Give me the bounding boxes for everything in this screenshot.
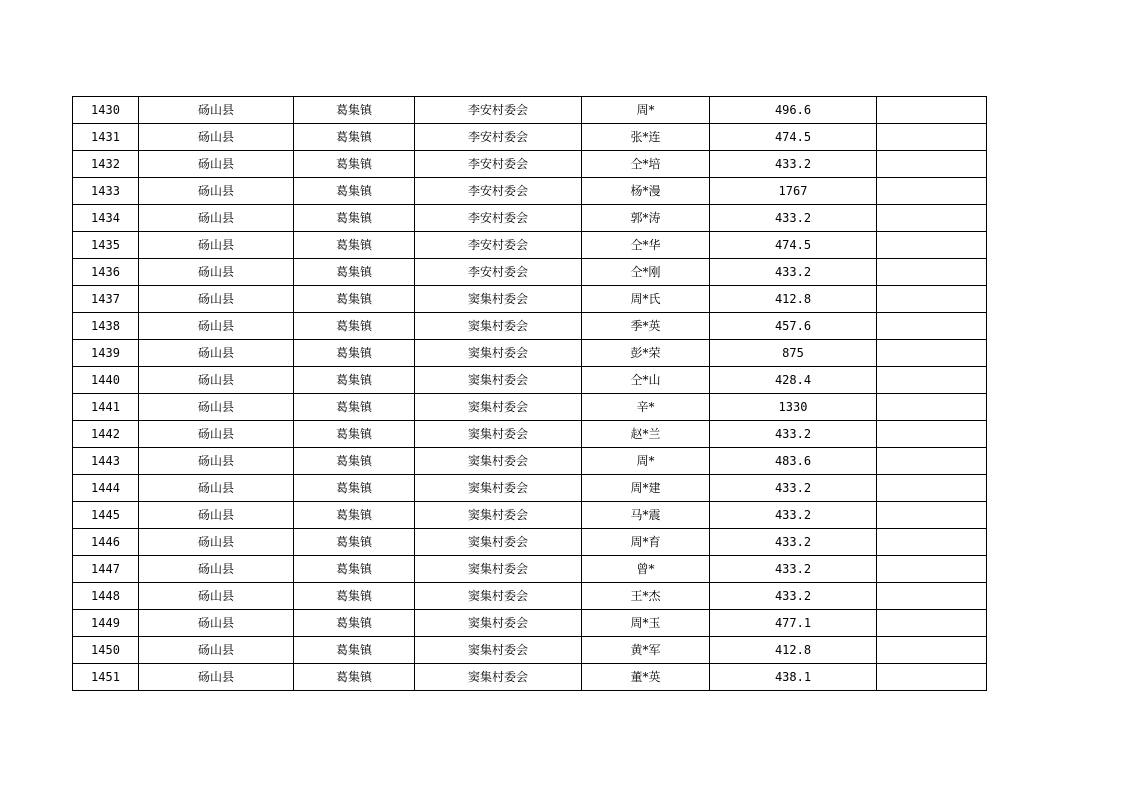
- cell-town: 葛集镇: [294, 124, 415, 151]
- cell-village-committee: 窦集村委会: [415, 637, 582, 664]
- cell-village-committee: 李安村委会: [415, 178, 582, 205]
- cell-person-name: 仝*刚: [582, 259, 710, 286]
- cell-serial-number: 1443: [73, 448, 139, 475]
- cell-county: 砀山县: [139, 340, 294, 367]
- cell-serial-number: 1436: [73, 259, 139, 286]
- cell-person-name: 辛*: [582, 394, 710, 421]
- cell-person-name: 仝*山: [582, 367, 710, 394]
- cell-village-committee: 窦集村委会: [415, 502, 582, 529]
- cell-person-name: 仝*华: [582, 232, 710, 259]
- cell-amount: 412.8: [710, 637, 877, 664]
- cell-serial-number: 1440: [73, 367, 139, 394]
- cell-town: 葛集镇: [294, 637, 415, 664]
- cell-county: 砀山县: [139, 394, 294, 421]
- cell-serial-number: 1433: [73, 178, 139, 205]
- cell-remark: [877, 583, 987, 610]
- cell-amount: 875: [710, 340, 877, 367]
- cell-county: 砀山县: [139, 475, 294, 502]
- cell-amount: 433.2: [710, 151, 877, 178]
- cell-serial-number: 1442: [73, 421, 139, 448]
- cell-amount: 433.2: [710, 583, 877, 610]
- cell-village-committee: 李安村委会: [415, 151, 582, 178]
- cell-serial-number: 1451: [73, 664, 139, 691]
- cell-village-committee: 窦集村委会: [415, 610, 582, 637]
- cell-village-committee: 窦集村委会: [415, 286, 582, 313]
- cell-amount: 433.2: [710, 529, 877, 556]
- cell-amount: 438.1: [710, 664, 877, 691]
- table-row: [73, 637, 987, 664]
- cell-amount: 474.5: [710, 124, 877, 151]
- cell-person-name: 周*育: [582, 529, 710, 556]
- cell-county: 砀山县: [139, 421, 294, 448]
- cell-town: 葛集镇: [294, 367, 415, 394]
- cell-county: 砀山县: [139, 610, 294, 637]
- cell-village-committee: 窦集村委会: [415, 421, 582, 448]
- cell-village-committee: 李安村委会: [415, 205, 582, 232]
- cell-person-name: 仝*培: [582, 151, 710, 178]
- cell-town: 葛集镇: [294, 259, 415, 286]
- cell-serial-number: 1437: [73, 286, 139, 313]
- table-row: [73, 286, 987, 313]
- cell-town: 葛集镇: [294, 664, 415, 691]
- cell-person-name: 季*英: [582, 313, 710, 340]
- cell-town: 葛集镇: [294, 529, 415, 556]
- cell-remark: [877, 232, 987, 259]
- cell-amount: 1330: [710, 394, 877, 421]
- table-row: [73, 151, 987, 178]
- cell-town: 葛集镇: [294, 394, 415, 421]
- cell-remark: [877, 97, 987, 124]
- cell-village-committee: 李安村委会: [415, 97, 582, 124]
- cell-remark: [877, 367, 987, 394]
- cell-person-name: 周*: [582, 97, 710, 124]
- cell-town: 葛集镇: [294, 502, 415, 529]
- table-row: [73, 367, 987, 394]
- table-row: [73, 313, 987, 340]
- cell-person-name: 王*杰: [582, 583, 710, 610]
- table-row: [73, 394, 987, 421]
- cell-county: 砀山县: [139, 286, 294, 313]
- cell-person-name: 曾*: [582, 556, 710, 583]
- cell-remark: [877, 421, 987, 448]
- cell-serial-number: 1450: [73, 637, 139, 664]
- cell-person-name: 周*玉: [582, 610, 710, 637]
- cell-serial-number: 1434: [73, 205, 139, 232]
- cell-county: 砀山县: [139, 448, 294, 475]
- cell-village-committee: 窦集村委会: [415, 529, 582, 556]
- cell-village-committee: 窦集村委会: [415, 475, 582, 502]
- cell-remark: [877, 556, 987, 583]
- cell-town: 葛集镇: [294, 151, 415, 178]
- cell-village-committee: 李安村委会: [415, 232, 582, 259]
- cell-person-name: 董*英: [582, 664, 710, 691]
- cell-village-committee: 窦集村委会: [415, 556, 582, 583]
- table-row: [73, 583, 987, 610]
- cell-county: 砀山县: [139, 232, 294, 259]
- cell-remark: [877, 124, 987, 151]
- cell-serial-number: 1441: [73, 394, 139, 421]
- cell-town: 葛集镇: [294, 205, 415, 232]
- cell-town: 葛集镇: [294, 340, 415, 367]
- cell-town: 葛集镇: [294, 313, 415, 340]
- cell-county: 砀山县: [139, 637, 294, 664]
- table-row: [73, 529, 987, 556]
- cell-serial-number: 1438: [73, 313, 139, 340]
- cell-remark: [877, 286, 987, 313]
- cell-amount: 457.6: [710, 313, 877, 340]
- cell-county: 砀山县: [139, 664, 294, 691]
- table-row: [73, 340, 987, 367]
- cell-town: 葛集镇: [294, 286, 415, 313]
- cell-county: 砀山县: [139, 151, 294, 178]
- cell-amount: 433.2: [710, 259, 877, 286]
- cell-county: 砀山县: [139, 313, 294, 340]
- table-row: [73, 97, 987, 124]
- cell-remark: [877, 313, 987, 340]
- cell-village-committee: 李安村委会: [415, 124, 582, 151]
- table-row: [73, 205, 987, 232]
- cell-remark: [877, 151, 987, 178]
- cell-serial-number: 1444: [73, 475, 139, 502]
- table-row: [73, 610, 987, 637]
- cell-remark: [877, 475, 987, 502]
- cell-amount: 474.5: [710, 232, 877, 259]
- cell-county: 砀山县: [139, 367, 294, 394]
- cell-amount: 433.2: [710, 475, 877, 502]
- cell-amount: 477.1: [710, 610, 877, 637]
- cell-remark: [877, 259, 987, 286]
- cell-town: 葛集镇: [294, 610, 415, 637]
- table-row: [73, 232, 987, 259]
- cell-county: 砀山县: [139, 556, 294, 583]
- cell-person-name: 周*建: [582, 475, 710, 502]
- cell-town: 葛集镇: [294, 178, 415, 205]
- cell-county: 砀山县: [139, 205, 294, 232]
- table-row: [73, 259, 987, 286]
- cell-village-committee: 窦集村委会: [415, 448, 582, 475]
- cell-village-committee: 窦集村委会: [415, 367, 582, 394]
- roster-table-body: [73, 97, 987, 691]
- cell-town: 葛集镇: [294, 232, 415, 259]
- cell-person-name: 黄*军: [582, 637, 710, 664]
- table-row: [73, 124, 987, 151]
- cell-amount: 428.4: [710, 367, 877, 394]
- cell-serial-number: 1449: [73, 610, 139, 637]
- cell-remark: [877, 637, 987, 664]
- cell-amount: 496.6: [710, 97, 877, 124]
- cell-town: 葛集镇: [294, 448, 415, 475]
- table-row: [73, 475, 987, 502]
- cell-serial-number: 1431: [73, 124, 139, 151]
- cell-remark: [877, 448, 987, 475]
- cell-town: 葛集镇: [294, 97, 415, 124]
- cell-amount: 433.2: [710, 502, 877, 529]
- cell-serial-number: 1445: [73, 502, 139, 529]
- cell-person-name: 赵*兰: [582, 421, 710, 448]
- cell-remark: [877, 610, 987, 637]
- cell-amount: 1767: [710, 178, 877, 205]
- table-row: [73, 502, 987, 529]
- cell-village-committee: 李安村委会: [415, 259, 582, 286]
- cell-person-name: 周*氏: [582, 286, 710, 313]
- cell-person-name: 杨*漫: [582, 178, 710, 205]
- cell-village-committee: 窦集村委会: [415, 394, 582, 421]
- cell-serial-number: 1435: [73, 232, 139, 259]
- cell-serial-number: 1448: [73, 583, 139, 610]
- cell-town: 葛集镇: [294, 421, 415, 448]
- cell-village-committee: 窦集村委会: [415, 313, 582, 340]
- cell-remark: [877, 502, 987, 529]
- cell-amount: 483.6: [710, 448, 877, 475]
- table-row: [73, 448, 987, 475]
- roster-table: [72, 96, 987, 691]
- cell-town: 葛集镇: [294, 556, 415, 583]
- cell-village-committee: 窦集村委会: [415, 583, 582, 610]
- table-row: [73, 664, 987, 691]
- table-row: [73, 421, 987, 448]
- cell-serial-number: 1446: [73, 529, 139, 556]
- cell-county: 砀山县: [139, 178, 294, 205]
- cell-amount: 433.2: [710, 556, 877, 583]
- cell-serial-number: 1447: [73, 556, 139, 583]
- cell-amount: 412.8: [710, 286, 877, 313]
- table-row: [73, 178, 987, 205]
- cell-county: 砀山县: [139, 97, 294, 124]
- cell-person-name: 张*连: [582, 124, 710, 151]
- cell-remark: [877, 340, 987, 367]
- cell-remark: [877, 394, 987, 421]
- cell-remark: [877, 178, 987, 205]
- cell-person-name: 周*: [582, 448, 710, 475]
- cell-remark: [877, 205, 987, 232]
- cell-remark: [877, 529, 987, 556]
- cell-remark: [877, 664, 987, 691]
- cell-serial-number: 1432: [73, 151, 139, 178]
- cell-person-name: 郭*涛: [582, 205, 710, 232]
- cell-county: 砀山县: [139, 502, 294, 529]
- cell-person-name: 马*震: [582, 502, 710, 529]
- cell-amount: 433.2: [710, 205, 877, 232]
- cell-county: 砀山县: [139, 259, 294, 286]
- cell-person-name: 彭*荣: [582, 340, 710, 367]
- cell-serial-number: 1439: [73, 340, 139, 367]
- table-row: [73, 556, 987, 583]
- cell-county: 砀山县: [139, 529, 294, 556]
- cell-town: 葛集镇: [294, 475, 415, 502]
- cell-village-committee: 窦集村委会: [415, 340, 582, 367]
- cell-village-committee: 窦集村委会: [415, 664, 582, 691]
- cell-county: 砀山县: [139, 124, 294, 151]
- cell-county: 砀山县: [139, 583, 294, 610]
- cell-amount: 433.2: [710, 421, 877, 448]
- cell-serial-number: 1430: [73, 97, 139, 124]
- cell-town: 葛集镇: [294, 583, 415, 610]
